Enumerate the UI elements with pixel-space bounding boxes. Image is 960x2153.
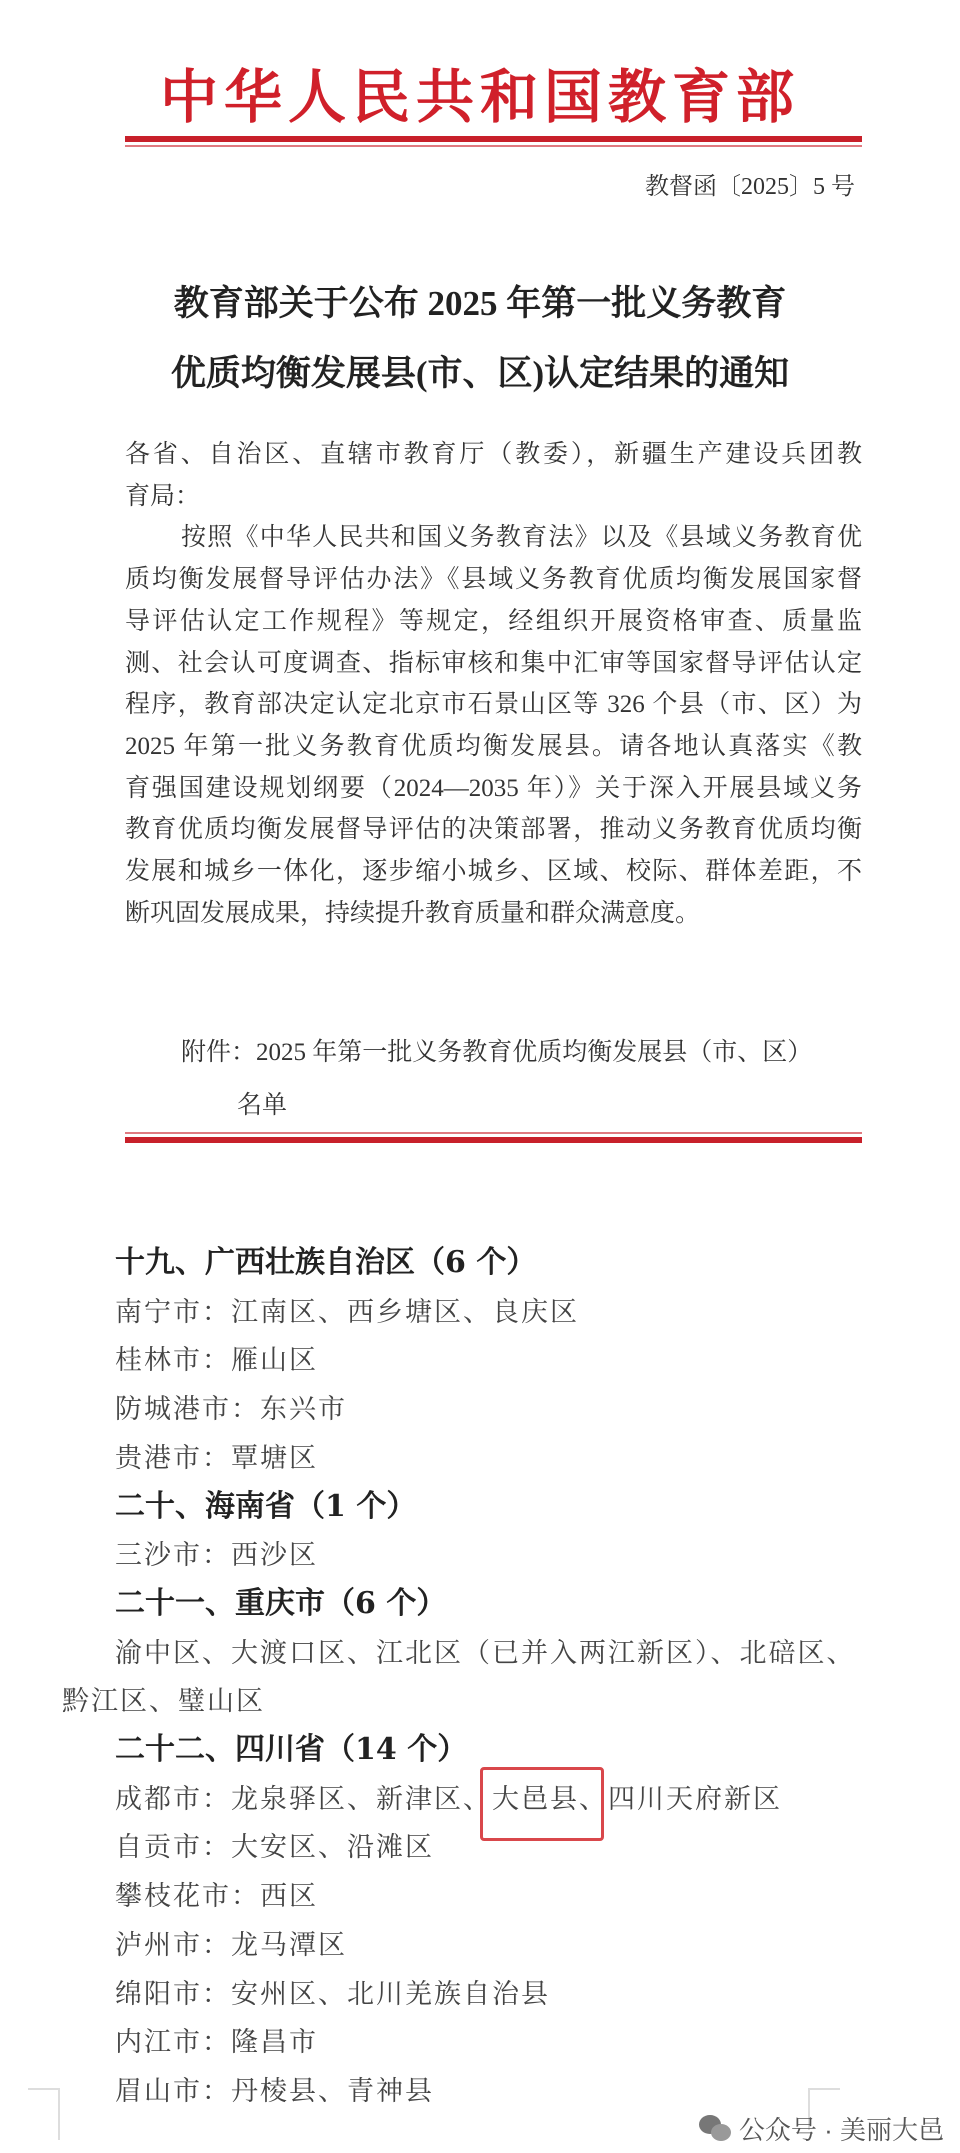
- list-item: 泸州市：龙马潭区: [115, 1929, 347, 1960]
- list-item: 攀枝花市：西区: [115, 1881, 318, 1912]
- province-header: 二十、海南省（1 个）: [115, 1488, 417, 1524]
- watermark: [699, 2110, 944, 2147]
- list-item: 黔江区、璧山区: [62, 1686, 265, 1717]
- wechat-icon: [699, 2115, 733, 2143]
- body-paragraph-line: 程序，教育部决定认定北京市石景山区等 326 个县（市、区）为: [125, 691, 862, 719]
- body-paragraph-line: 教育优质均衡发展督导评估的决策部署，推动义务教育优质均衡: [125, 816, 862, 844]
- body-paragraph-line: 测、社会认可度调查、指标审核和集中汇审等国家督导评估认定: [125, 649, 862, 677]
- body-paragraph-line: 2025 年第一批义务教育优质均衡发展县。请各地认真落实《教: [125, 732, 862, 760]
- list-item: 眉山市：丹棱县、青神县: [115, 2075, 434, 2106]
- list-item: 自贡市：大安区、沿滩区: [115, 1832, 434, 1863]
- province-header: 十九、广西壮族自治区（6 个）: [115, 1245, 537, 1280]
- list-item: 内江市：隆昌市: [115, 2027, 318, 2058]
- list-item: 渝中区、大渡口区、江北区（已并入两江新区）、北碚区、: [115, 1637, 856, 1668]
- page-corner-mark: [28, 2088, 60, 2140]
- body-paragraph-line: 发展和城乡一体化，逐步缩小城乡、区域、校际、群体差距，不: [125, 858, 862, 885]
- footer-red-rule: [125, 1129, 862, 1143]
- body-paragraph-line: 质均衡发展督导评估办法》《县域义务教育优质均衡发展国家督: [125, 566, 862, 594]
- attachment-line: 名单: [237, 1092, 288, 1119]
- province-header: 二十一、重庆市（6 个）: [115, 1585, 447, 1621]
- notice-heading-line-1: 教育部关于公布 2025 年第一批义务教育: [173, 284, 787, 323]
- list-item: 贵港市：覃塘区: [115, 1442, 318, 1473]
- list-item: 桂林市：雁山区: [115, 1345, 318, 1376]
- watermark-text: 公众号 · 美丽大邑: [738, 2115, 944, 2145]
- masthead-red-rule: [125, 136, 862, 150]
- list-item: 防城港市：东兴市: [115, 1394, 347, 1425]
- body-paragraph-line: 断巩固发展成果，持续提升教育质量和群众满意度。: [125, 899, 701, 927]
- body-paragraph-line: 导评估认定工作规程》等规定，经组织开展资格审查、质量监: [125, 607, 862, 635]
- document-number: 教督函〔2025〕5 号: [645, 174, 855, 200]
- list-item: 南宁市：江南区、西乡塘区、良庆区: [115, 1296, 579, 1327]
- notice-heading-line-2: 优质均衡发展县(市、区)认定结果的通知: [170, 354, 790, 393]
- salutation-line: 各省、自治区、直辖市教育厅（教委），新疆生产建设兵团教: [125, 441, 862, 468]
- salutation-line: 育局：: [125, 482, 201, 510]
- masthead-title: 中华人民共和国教育部: [159, 63, 800, 131]
- attachment-line: 附件：2025 年第一批义务教育优质均衡发展县（市、区）: [181, 1039, 813, 1066]
- body-paragraph-line: 按照《中华人民共和国义务教育法》以及《县域义务教育优: [181, 524, 862, 552]
- list-item: 成都市：龙泉驿区、新津区、大邑县、四川天府新区: [115, 1783, 782, 1814]
- body-paragraph-line: 育强国建设规划纲要（2024—2035 年）》关于深入开展县域义务: [125, 774, 862, 802]
- province-header: 二十二、四川省（14 个）: [115, 1732, 468, 1767]
- list-item: 绵阳市：安州区、北川羌族自治县: [115, 1978, 550, 2009]
- list-item: 三沙市：西沙区: [115, 1540, 318, 1571]
- highlight-box-dayi: [480, 1767, 604, 1841]
